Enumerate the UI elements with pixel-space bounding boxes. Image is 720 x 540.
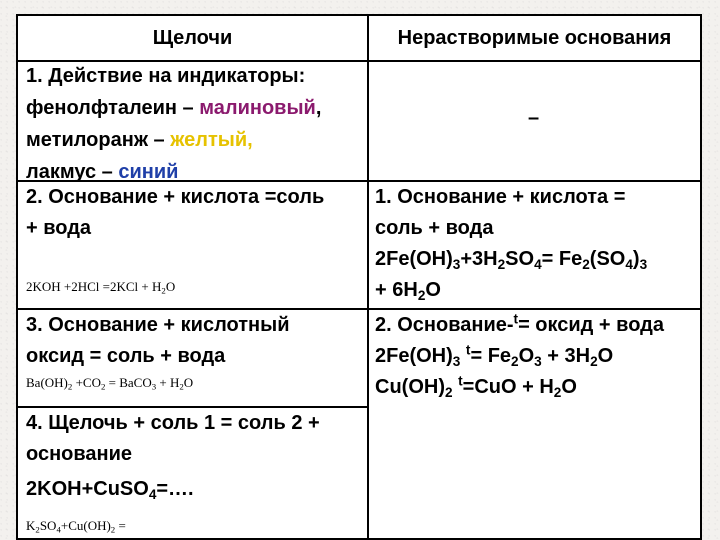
decomposition-reaction [375,310,664,403]
phenolphthalein-line: фенолфталеин – малиновый, [26,97,322,119]
indicator-section [26,60,321,188]
header-insoluble-bases: Нерастворимые основания [397,27,672,49]
header-alkalis: Щелочи [152,27,233,49]
acid-reaction-right-line2: соль + вода [375,217,494,239]
koh-cuso4-equation: 2KOH+CuSO$_4$=…. [26,478,194,503]
litmus-line: лакмус – синий [26,161,179,183]
comparison-table [16,14,702,540]
acid-reaction-right [375,182,647,306]
acid-reaction-line1: 2. Основание + кислота =соль [26,186,325,208]
acid-oxide-line2: оксид = соль + вода [26,345,226,367]
salt-reaction [26,408,320,508]
decomposition-line: 2. Основание-$^t$= оксид + вода [375,311,664,336]
fe-oh-h2so4-equation-cont: + $6H_2O$ [375,279,441,304]
salt-reaction-line2: основание [26,443,133,465]
indicator-dash: – [528,107,540,129]
fe-oh-decomposition-equation: $2Fe(OH)_3$ $^t= Fe_2O_3 + 3H_2O$ [375,342,614,370]
k2so4-cuoh-equation: $K_2SO_4+Cu(OH)_2$ = [26,518,126,535]
acid-reaction-right-line1: 1. Основание + кислота = [375,186,626,208]
methyl-orange-line: метилоранж – желтый, [26,129,253,151]
column-divider [367,16,369,538]
baoh-co2-equation: $Ba(OH)_2 +CO_2$ = BaCO$_3$ + $H_2O$ [26,375,194,392]
fe-oh-h2so4-equation: $2Fe(OH)_3+3H_2SO_4= Fe_2(SO_4)_3$ [375,248,648,273]
acid-oxide-line1: 3. Основание + кислотный [26,314,290,336]
salt-reaction-line1: 4. Щелочь + соль 1 = соль 2 + [26,412,320,434]
acid-oxide-reaction [26,310,290,372]
indicator-title: 1. Действие на индикаторы: [26,65,306,87]
acid-reaction-left [26,182,324,244]
acid-reaction-line2: + вода [26,217,92,239]
koh-hcl-equation: $2KOH +2HCl =2KCl + H_2O$ [26,279,176,296]
cu-oh-decomposition-equation: $Cu(OH)_2$ $^t=CuO + H_2O$ [375,373,577,401]
